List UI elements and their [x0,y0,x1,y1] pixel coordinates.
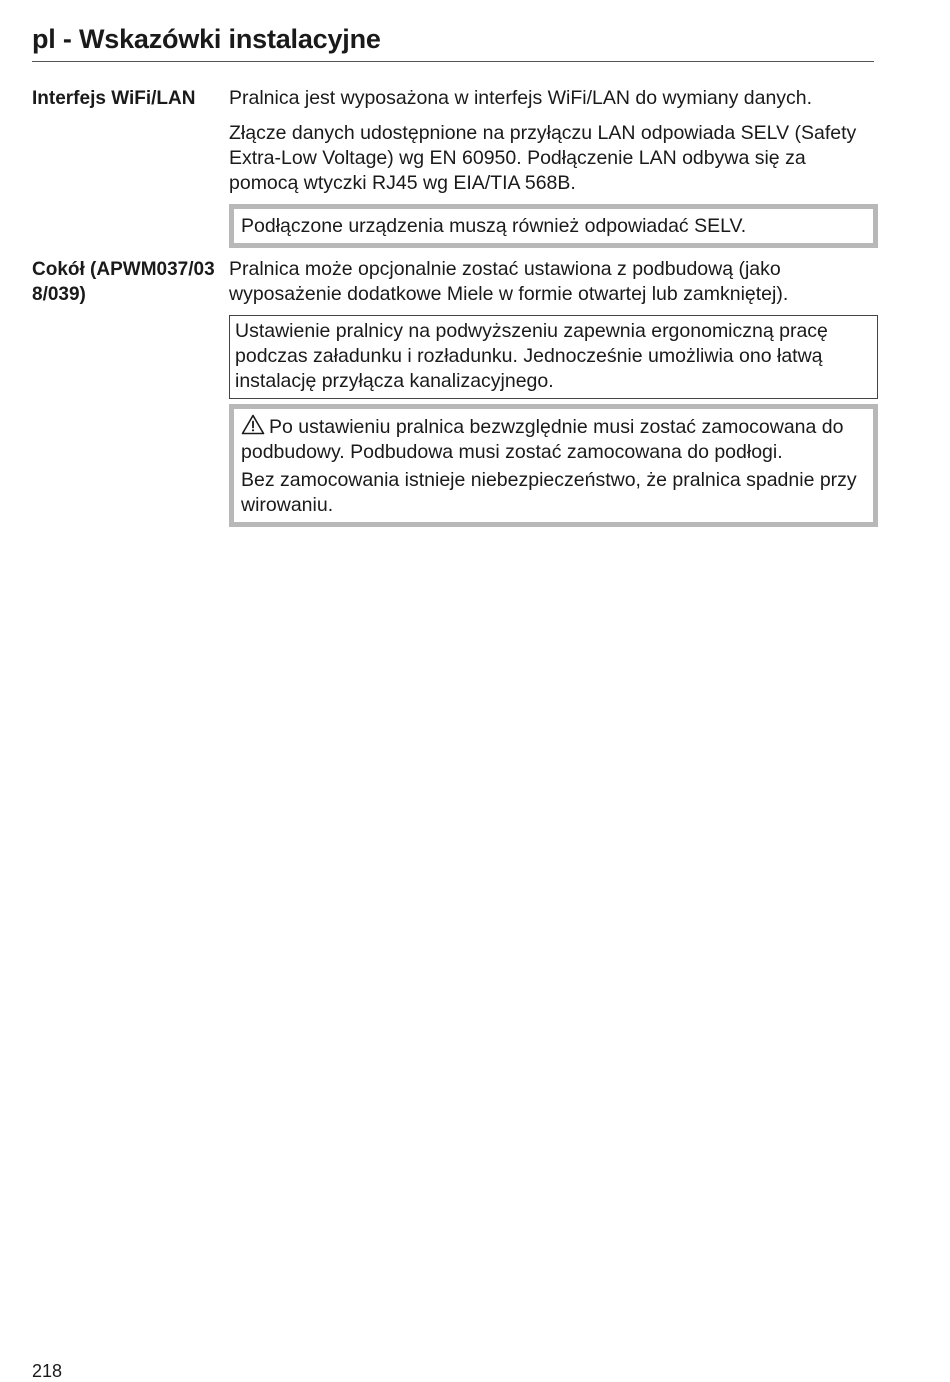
section-label-wifi-lan: Interfejs WiFi/LAN [32,88,196,109]
page-number: 218 [32,1361,63,1381]
section-body-wifi-lan [229,86,878,248]
paragraph: Pralnica jest wyposażona w interfejs WiFi/LAN do wymiany danych. [229,87,813,109]
paragraph: Pralnica może opcjonalnie zostać ustawiona z podbudową (jako wyposażenie dodatkowe Miele w formie otwartej lub zamkniętej). [229,258,789,305]
note-text: Podłączone urządzenia muszą również odpowiadać SELV. [241,215,747,237]
warning-text: Bez zamocowania istnieje niebezpieczeństwo, że pralnica spadnie przy wirowaniu. [241,469,857,516]
info-box [229,315,878,399]
warning-line [241,414,866,465]
section-label-plinth: Cokół (APWM037/038/039) [32,259,215,305]
warning-text: Po ustawieniu pralnica bezwzględnie musi zostać zamocowana do podbudowy. Podbudowa musi zostać zamocowana do podłogi. [241,416,844,463]
info-text: Ustawienie pralnicy na podwyższeniu zapewnia ergonomiczną pracę podczas załadunku i rozładunku. Jednocześnie umożliwia ono łatwą instalację przyłącza kanalizacyjnego. [235,320,828,392]
warning-box [229,404,878,527]
page-title: pl - Wskazówki instalacyjne [32,24,381,54]
title-divider [32,61,874,62]
paragraph: Złącze danych udostępnione na przyłączu LAN odpowiada SELV (Safety Extra-Low Voltage) wg EN 60950. Podłączenie LAN odbywa się za pomocą wtyczki RJ45 wg EIA/TIA 568B. [229,122,857,194]
note-box [229,204,878,248]
section-body-plinth [229,257,878,527]
warning-triangle-icon [241,414,265,435]
